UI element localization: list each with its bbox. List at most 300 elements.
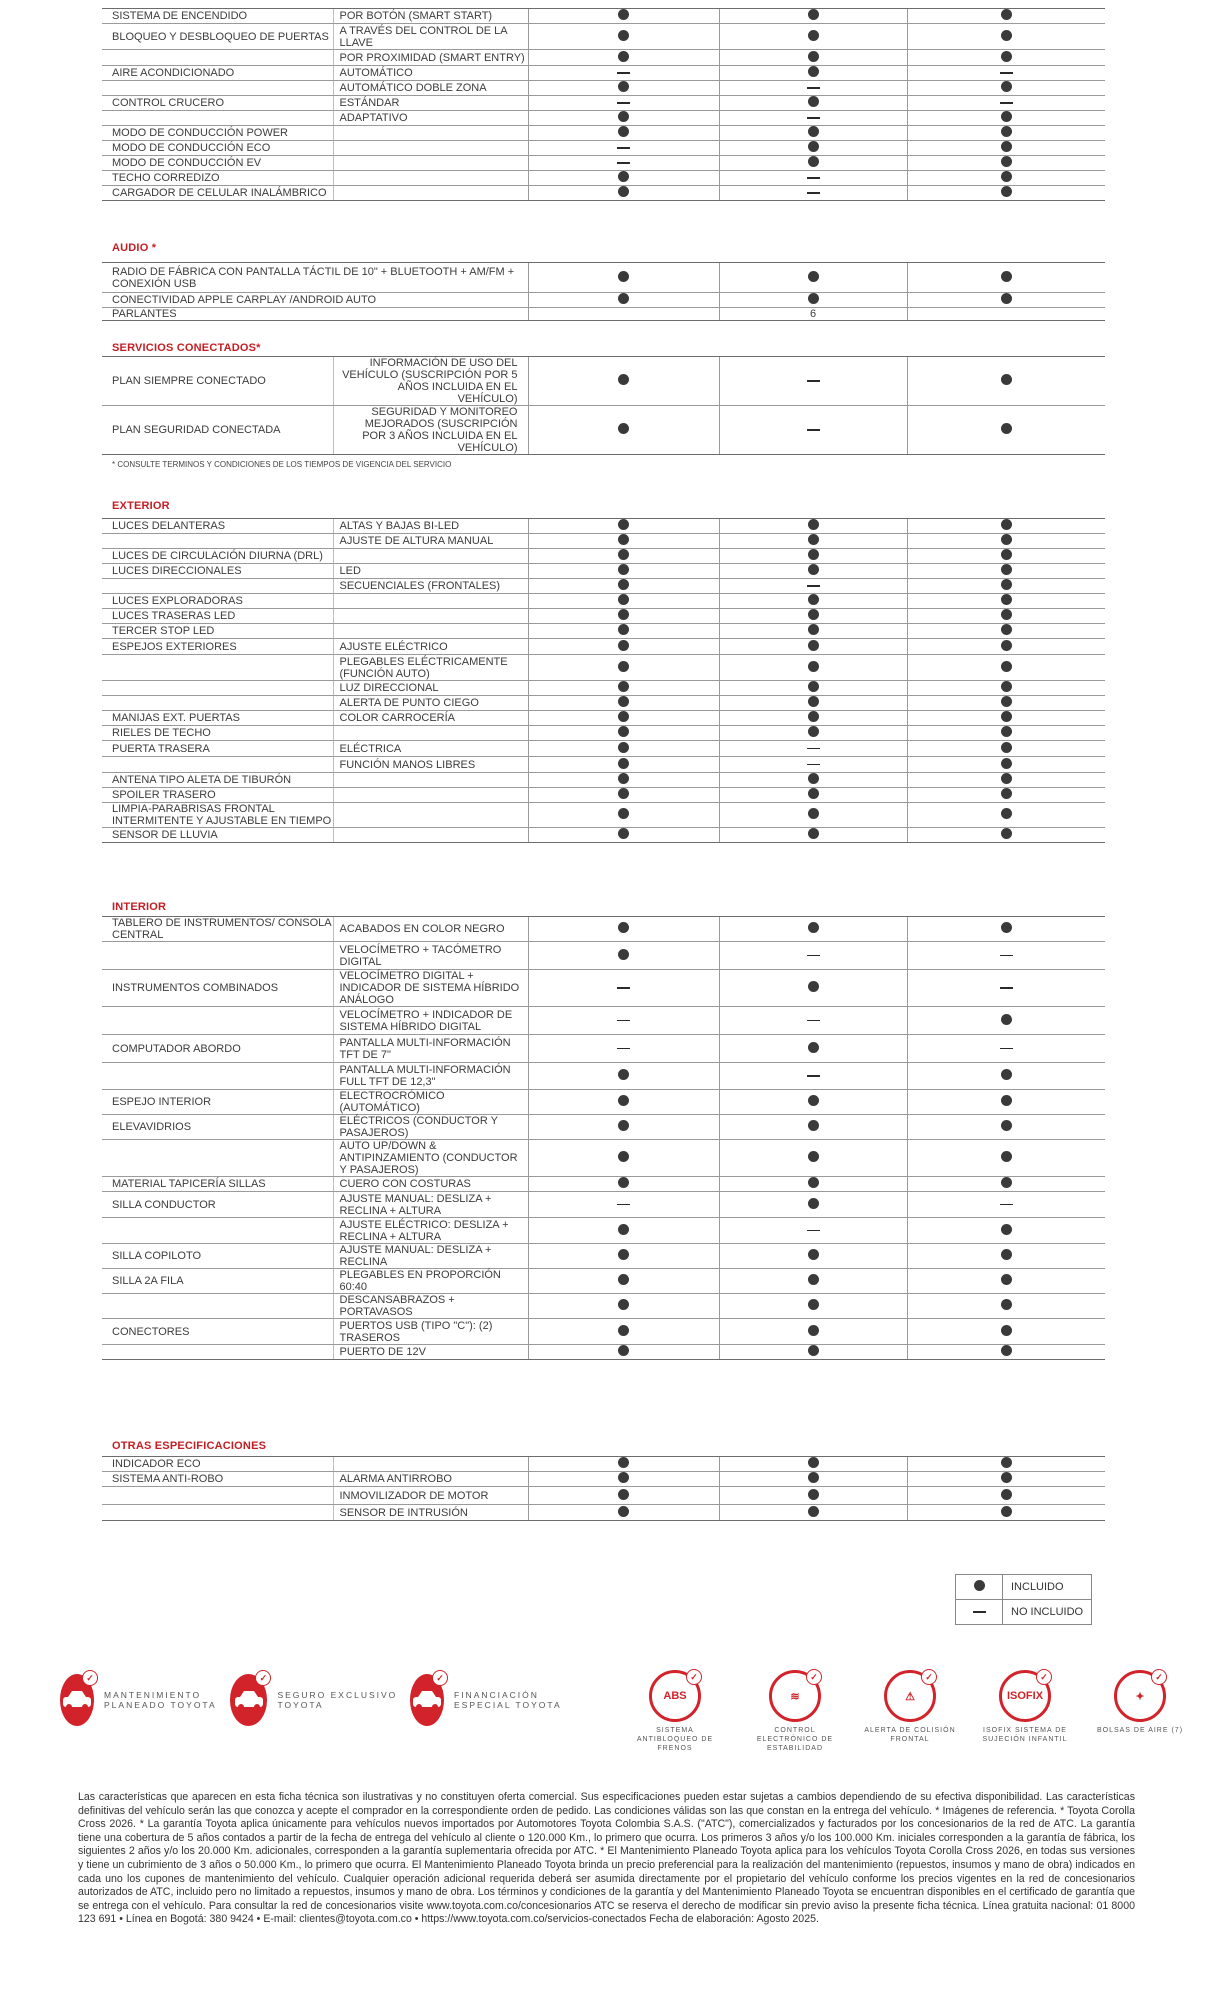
check-icon: ✓ <box>1036 1669 1052 1685</box>
included-dot-icon <box>1001 696 1012 707</box>
spec-row <box>102 406 1105 455</box>
spec-sublabel: PUERTOS USB (TIPO "C"): (2) TRASEROS <box>333 1319 528 1345</box>
spec-sublabel: AUTOMÁTICO DOBLE ZONA <box>333 81 528 96</box>
spec-row <box>102 828 1105 843</box>
spec-label: ELEVAVIDRIOS <box>102 1115 333 1140</box>
version-2-cell <box>719 1035 907 1063</box>
version-2-cell <box>719 50 907 66</box>
included-dot-icon <box>808 1299 819 1310</box>
financing-icon <box>410 1674 444 1726</box>
check-icon: ✓ <box>806 1669 822 1685</box>
spec-sublabel <box>333 156 528 171</box>
spec-row <box>102 1063 1105 1090</box>
spec-row <box>102 1035 1105 1063</box>
spec-sublabel: ADAPTATIVO <box>333 111 528 126</box>
included-dot-icon <box>808 726 819 737</box>
maintenance-icon-caption: MANTENIMIENTO PLANEADO TOYOTA <box>104 1690 217 1710</box>
included-dot-icon <box>1001 1506 1012 1517</box>
version-3-cell <box>907 81 1105 96</box>
version-3-cell <box>907 828 1105 843</box>
spec-sublabel: AJUSTE ELÉCTRICO: DESLIZA + RECLINA + ALTURA <box>333 1218 528 1244</box>
version-1-cell <box>528 9 719 24</box>
version-3-cell <box>907 1090 1105 1115</box>
version-3-cell <box>907 1457 1105 1472</box>
version-1-cell <box>528 594 719 609</box>
included-dot-icon <box>808 519 819 530</box>
collision-icon-caption: ALERTA DE COLISIÓN FRONTAL <box>864 1727 956 1743</box>
version-3-cell <box>907 970 1105 1007</box>
included-dot-icon <box>1001 1069 1012 1080</box>
spec-row <box>102 1244 1105 1269</box>
version-3-cell <box>907 788 1105 803</box>
version-1-cell <box>528 655 719 681</box>
included-dot-icon <box>618 374 629 385</box>
spec-row <box>102 788 1105 803</box>
spec-sublabel <box>333 828 528 843</box>
version-1-cell <box>528 1007 719 1035</box>
included-dot-icon <box>1001 30 1012 41</box>
connected-section-title: SERVICIOS CONECTADOS* <box>112 342 261 354</box>
included-dot-icon <box>618 1095 629 1106</box>
insurance-icon-badge <box>230 1674 400 1726</box>
version-2-cell <box>719 263 907 293</box>
spec-sublabel <box>333 549 528 564</box>
spec-sublabel: AJUSTE MANUAL: DESLIZA + RECLINA <box>333 1244 528 1269</box>
version-2-cell <box>719 609 907 624</box>
version-2-cell <box>719 406 907 455</box>
legend-included-label: INCLUIDO <box>1003 1575 1092 1600</box>
version-3-cell <box>907 1140 1105 1177</box>
included-dot-icon <box>808 1274 819 1285</box>
version-2-cell <box>719 1218 907 1244</box>
version-2-cell <box>719 579 907 594</box>
version-3-cell <box>907 308 1105 321</box>
isofix-icon-badge <box>975 1670 1075 1744</box>
version-2-cell <box>719 1505 907 1521</box>
included-dot-icon <box>808 534 819 545</box>
spec-sublabel <box>333 594 528 609</box>
included-dot-icon <box>618 564 629 575</box>
version-2-cell <box>719 186 907 201</box>
version-1-cell <box>528 741 719 757</box>
legal-disclaimer: Las características que aparecen en esta ficha técnica son ilustrativas y no constituyen oferta comercial. Sus especificaciones pueden estar sujetas a cambios dependiendo de su efectiva disponibilidad. Las características definitivas del vehículo serán las que conozca y acepte el comprador en la correspondiente orden de pedido. Las condiciones válidas son las que constan en la entrega del vehículo. * Imágenes de referencia. * Toyota Corolla Cross 2026. * La garantía Toyota aplica únicamente para vehículos nuevos importados por Automotores Toyota Colombia S.A.S. ("ATC"), comercializados y facturados por los concesionarios de la red de ATC. La garantía tiene una cobertura de 5 años contados a partir de la fecha de entrega del vehículo al cliente o 120.000 Km., lo primero que ocurra. Los primeros 3 años y/o los 100.000 Km. iniciales corresponden a la garantía de fábrica, los siguientes 2 años y/o los 20.000 Km. adicionales, corresponden a la garantía suplementaria ofrecida por ATC. * El Mantenimiento Planeado Toyota aplica para los vehículos Toyota Corolla Cross 2026, en todas sus versiones y tiene un cubrimiento de 3 años o 50.000 Km., lo primero que ocurra. El Mantenimiento Planeado Toyota brinda un precio preferencial para la realización del mantenimiento (repuestos, insumos y mano de obra) indicados en cada uno los cupones de mantenimiento del vehículo. Cualquier operación adicional requerida deberá ser asumida directamente por el propietario del vehículo conforme los precios vigentes en la red de concesionarios autorizados de ATC, incluido pero no limitado a repuestos, insumos y mano de obra. Los términos y condiciones de la garantía y del Mantenimiento Planeado Toyota se encuentran disponibles en el certificado de garantía que se entrega con el vehículo. Para consultar la red de concesionarios visite www.toyota.com.co/concesionarios ATC se reserva el derecho de modificar sin previo aviso la presente ficha técnica. Línea gratuita nacional: 01 8000 123 691 • Línea en Bogotá: 380 9424 • E-mail: clientes@toyota.com.co • https://www.toyota.com.co/servicios-conectados Fecha de elaboración: Agosto 2025. <box>78 1791 1135 1926</box>
version-3-cell <box>907 1177 1105 1192</box>
included-dot-icon <box>618 126 629 137</box>
not-included-dash-icon <box>956 1600 1003 1625</box>
version-3-cell <box>907 696 1105 711</box>
included-dot-icon <box>808 1151 819 1162</box>
included-dot-icon <box>618 271 629 282</box>
spec-row <box>102 1090 1105 1115</box>
spec-label: LUCES DELANTERAS <box>102 519 333 534</box>
version-1-cell <box>528 757 719 773</box>
version-2-cell <box>719 655 907 681</box>
version-1-cell <box>528 564 719 579</box>
included-dot-icon <box>1001 711 1012 722</box>
spec-row <box>102 81 1105 96</box>
included-dot-icon <box>808 594 819 605</box>
included-dot-icon <box>618 1274 629 1285</box>
version-1-cell <box>528 1090 719 1115</box>
version-1-cell <box>528 609 719 624</box>
not-included-dash-icon <box>807 764 820 766</box>
included-dot-icon <box>808 271 819 282</box>
version-3-cell <box>907 711 1105 726</box>
spec-row <box>102 9 1105 24</box>
version-2-cell <box>719 9 907 24</box>
spec-label: TECHO CORREDIZO <box>102 171 333 186</box>
included-dot-icon <box>1001 681 1012 692</box>
spec-sublabel: PLEGABLES EN PROPORCIÓN 60:40 <box>333 1269 528 1294</box>
version-1-cell <box>528 357 719 406</box>
version-1-cell <box>528 828 719 843</box>
insurance-icon-caption: SEGURO EXCLUSIVO TOYOTA <box>277 1690 398 1710</box>
included-dot-icon <box>1001 922 1012 933</box>
spec-label <box>102 50 333 66</box>
version-2-cell <box>719 639 907 655</box>
spec-label <box>102 1345 333 1360</box>
spec-row <box>102 519 1105 534</box>
version-2-cell <box>719 741 907 757</box>
version-3-cell <box>907 741 1105 757</box>
version-1-cell <box>528 1487 719 1505</box>
not-included-dash-icon <box>1000 102 1013 104</box>
included-dot-icon <box>618 1457 629 1468</box>
included-dot-icon <box>1001 594 1012 605</box>
version-1-cell <box>528 917 719 942</box>
spec-row <box>102 1177 1105 1192</box>
spec-sublabel: VELOCÍMETRO + TACÓMETRO DIGITAL <box>333 942 528 970</box>
included-dot-icon <box>618 640 629 651</box>
version-2-cell <box>719 726 907 741</box>
spec-sublabel <box>333 726 528 741</box>
abs-icon-glyph: ABS <box>663 1690 687 1702</box>
spec-label <box>102 757 333 773</box>
included-dot-icon <box>1001 726 1012 737</box>
spec-sublabel <box>333 788 528 803</box>
version-3-cell <box>907 579 1105 594</box>
airbag-icon-caption: BOLSAS DE AIRE (7) <box>1096 1727 1184 1734</box>
spec-sublabel: PANTALLA MULTI-INFORMACIÓN FULL TFT DE 12,3" <box>333 1063 528 1090</box>
included-dot-icon <box>808 696 819 707</box>
included-dot-icon <box>618 1506 629 1517</box>
included-dot-icon <box>1001 293 1012 304</box>
version-3-cell <box>907 186 1105 201</box>
included-dot-icon <box>1001 640 1012 651</box>
check-icon: ✓ <box>686 1669 702 1685</box>
spec-row <box>102 970 1105 1007</box>
included-dot-icon <box>808 549 819 560</box>
spec-label <box>102 942 333 970</box>
version-3-cell <box>907 1345 1105 1360</box>
audio-spec-table <box>102 262 1105 321</box>
spec-label: RIELES DE TECHO <box>102 726 333 741</box>
version-2-cell <box>719 141 907 156</box>
included-dot-icon <box>1001 1249 1012 1260</box>
included-dot-icon <box>808 1042 819 1053</box>
version-1-cell <box>528 50 719 66</box>
spec-label <box>102 111 333 126</box>
version-2-cell <box>719 1457 907 1472</box>
included-dot-icon <box>1001 828 1012 839</box>
included-dot-icon <box>618 808 629 819</box>
other-spec-table <box>102 1456 1105 1521</box>
spec-row <box>102 711 1105 726</box>
version-1-cell <box>528 126 719 141</box>
spec-sublabel: PUERTO DE 12V <box>333 1345 528 1360</box>
included-dot-icon <box>808 661 819 672</box>
spec-row <box>102 534 1105 549</box>
spec-sublabel: POR BOTÓN (SMART START) <box>333 9 528 24</box>
included-dot-icon <box>808 1489 819 1500</box>
included-dot-icon <box>618 711 629 722</box>
not-included-dash-icon <box>1000 955 1013 957</box>
included-dot-icon <box>618 1472 629 1483</box>
spec-sublabel: AUTO UP/DOWN & ANTIPINZAMIENTO (CONDUCTOR Y PASAJEROS) <box>333 1140 528 1177</box>
spec-label <box>102 1294 333 1319</box>
version-2-cell <box>719 1177 907 1192</box>
included-dot-icon <box>808 126 819 137</box>
included-dot-icon <box>808 1198 819 1209</box>
not-included-dash-icon <box>807 1075 820 1077</box>
spec-sublabel: FUNCIÓN MANOS LIBRES <box>333 757 528 773</box>
included-dot-icon <box>808 981 819 992</box>
included-dot-icon <box>618 1120 629 1131</box>
financing-icon-caption: FINANCIACIÓN ESPECIAL TOYOTA <box>454 1690 562 1710</box>
version-1-cell <box>528 1319 719 1345</box>
check-icon: ✓ <box>921 1669 937 1685</box>
spec-sublabel: ALARMA ANTIRROBO <box>333 1472 528 1487</box>
version-1-cell <box>528 1035 719 1063</box>
version-2-cell <box>719 773 907 788</box>
included-dot-icon <box>1001 423 1012 434</box>
version-3-cell <box>907 9 1105 24</box>
spec-sublabel: VELOCÍMETRO DIGITAL + INDICADOR DE SISTEMA HÍBRIDO ANÁLOGO <box>333 970 528 1007</box>
included-dot-icon <box>808 1120 819 1131</box>
spec-row <box>102 1319 1105 1345</box>
included-dot-icon <box>618 681 629 692</box>
included-dot-icon <box>618 534 629 545</box>
version-1-cell <box>528 970 719 1007</box>
version-2-cell <box>719 1294 907 1319</box>
version-1-cell <box>528 1472 719 1487</box>
spec-row <box>102 726 1105 741</box>
version-2-cell <box>719 803 907 828</box>
spec-label: LUCES EXPLORADORAS <box>102 594 333 609</box>
legend-included <box>956 1575 1092 1600</box>
version-3-cell <box>907 681 1105 696</box>
spec-label: ESPEJO INTERIOR <box>102 1090 333 1115</box>
version-3-cell <box>907 1218 1105 1244</box>
spec-sublabel: INMOVILIZADOR DE MOTOR <box>333 1487 528 1505</box>
version-2-cell <box>719 970 907 1007</box>
version-1-cell <box>528 24 719 50</box>
spec-sublabel: INFORMACIÓN DE USO DEL VEHÍCULO (SUSCRIPCIÓN POR 5 AÑOS INCLUIDA EN EL VEHÍCULO) <box>333 357 528 406</box>
spec-label: ANTENA TIPO ALETA DE TIBURÓN <box>102 773 333 788</box>
version-1-cell <box>528 639 719 655</box>
spec-label <box>102 1487 333 1505</box>
included-dot-icon <box>956 1575 1003 1600</box>
included-dot-icon <box>618 1249 629 1260</box>
version-1-cell <box>528 1177 719 1192</box>
exterior-spec-table <box>102 518 1105 843</box>
included-dot-icon <box>1001 788 1012 799</box>
not-included-dash-icon <box>807 177 820 179</box>
version-2-cell <box>719 1192 907 1218</box>
spec-label: MODO DE CONDUCCIÓN ECO <box>102 141 333 156</box>
version-1-cell <box>528 141 719 156</box>
not-included-dash-icon <box>807 87 820 89</box>
spec-row <box>102 757 1105 773</box>
included-dot-icon <box>1001 609 1012 620</box>
included-dot-icon <box>1001 81 1012 92</box>
included-dot-icon <box>618 1151 629 1162</box>
included-dot-icon <box>1001 186 1012 197</box>
included-dot-icon <box>808 711 819 722</box>
included-dot-icon <box>808 640 819 651</box>
spec-label <box>102 1505 333 1521</box>
version-1-cell <box>528 406 719 455</box>
included-dot-icon <box>618 1325 629 1336</box>
spec-sublabel: ALERTA DE PUNTO CIEGO <box>333 696 528 711</box>
not-included-dash-icon <box>807 585 820 587</box>
included-dot-icon <box>1001 1120 1012 1131</box>
version-3-cell <box>907 917 1105 942</box>
version-2-cell <box>719 1063 907 1090</box>
spec-row <box>102 655 1105 681</box>
spec-label <box>102 655 333 681</box>
spec-label: PARLANTES <box>102 308 528 321</box>
included-dot-icon <box>618 1177 629 1188</box>
version-3-cell <box>907 357 1105 406</box>
collision-icon <box>884 1670 936 1722</box>
included-dot-icon <box>618 9 629 20</box>
version-3-cell <box>907 549 1105 564</box>
included-dot-icon <box>618 828 629 839</box>
version-3-cell <box>907 1319 1105 1345</box>
spec-sublabel: POR PROXIMIDAD (SMART ENTRY) <box>333 50 528 66</box>
included-dot-icon <box>618 696 629 707</box>
spec-label: INSTRUMENTOS COMBINADOS <box>102 970 333 1007</box>
version-1-cell <box>528 1457 719 1472</box>
included-dot-icon <box>808 9 819 20</box>
spec-sublabel: AUTOMÁTICO <box>333 66 528 81</box>
not-included-dash-icon <box>807 955 820 957</box>
spec-row <box>102 357 1105 406</box>
version-2-cell <box>719 1487 907 1505</box>
version-3-cell <box>907 171 1105 186</box>
spec-label: RADIO DE FÁBRICA CON PANTALLA TÁCTIL DE 10" + BLUETOOTH + AM/FM + CONEXIÓN USB <box>102 263 528 293</box>
included-dot-icon <box>618 1299 629 1310</box>
version-1-cell <box>528 111 719 126</box>
included-dot-icon <box>808 828 819 839</box>
check-icon: ✓ <box>82 1670 98 1686</box>
version-1-cell <box>528 624 719 639</box>
included-dot-icon <box>808 681 819 692</box>
spec-row <box>102 96 1105 111</box>
spec-label: BLOQUEO Y DESBLOQUEO DE PUERTAS <box>102 24 333 50</box>
version-3-cell <box>907 96 1105 111</box>
version-3-cell <box>907 1269 1105 1294</box>
included-dot-icon <box>1001 1274 1012 1285</box>
spec-sublabel: ALTAS Y BAJAS BI-LED <box>333 519 528 534</box>
version-3-cell <box>907 1007 1105 1035</box>
spec-label <box>102 81 333 96</box>
not-included-dash-icon <box>807 429 820 431</box>
spec-sublabel: ELÉCTRICOS (CONDUCTOR Y PASAJEROS) <box>333 1115 528 1140</box>
check-icon: ✓ <box>432 1670 448 1686</box>
spec-row <box>102 1457 1105 1472</box>
included-dot-icon <box>1001 1014 1012 1025</box>
version-3-cell <box>907 126 1105 141</box>
version-2-cell <box>719 1115 907 1140</box>
included-dot-icon <box>618 788 629 799</box>
spec-row <box>102 171 1105 186</box>
spec-sublabel <box>333 624 528 639</box>
included-dot-icon <box>808 30 819 41</box>
version-2-cell <box>719 564 907 579</box>
included-dot-icon <box>808 293 819 304</box>
included-dot-icon <box>618 1224 629 1235</box>
version-2-cell <box>719 1319 907 1345</box>
version-1-cell <box>528 549 719 564</box>
exterior-section-title: EXTERIOR <box>112 500 170 512</box>
version-3-cell <box>907 406 1105 455</box>
version-3-cell <box>907 609 1105 624</box>
included-dot-icon <box>808 922 819 933</box>
spec-label: CARGADOR DE CELULAR INALÁMBRICO <box>102 186 333 201</box>
spec-row <box>102 1115 1105 1140</box>
version-3-cell <box>907 1063 1105 1090</box>
spec-sublabel: ELECTROCRÓMICO (AUTOMÁTICO) <box>333 1090 528 1115</box>
spec-row <box>102 681 1105 696</box>
spec-row <box>102 594 1105 609</box>
spec-label: SISTEMA ANTI-ROBO <box>102 1472 333 1487</box>
included-dot-icon <box>1001 271 1012 282</box>
included-dot-icon <box>808 1177 819 1188</box>
spec-sublabel: AJUSTE ELÉCTRICO <box>333 639 528 655</box>
version-1-cell <box>528 788 719 803</box>
version-1-cell <box>528 681 719 696</box>
version-1-cell <box>528 1192 719 1218</box>
included-dot-icon <box>618 758 629 769</box>
included-dot-icon <box>618 549 629 560</box>
spec-sublabel: SEGURIDAD Y MONITOREO MEJORADOS (SUSCRIPCIÓN POR 3 AÑOS INCLUIDA EN EL VEHÍCULO) <box>333 406 528 455</box>
included-dot-icon <box>618 51 629 62</box>
version-3-cell <box>907 50 1105 66</box>
included-dot-icon <box>618 624 629 635</box>
not-included-dash-icon <box>1000 72 1013 74</box>
version-2-cell <box>719 1472 907 1487</box>
included-dot-icon <box>1001 773 1012 784</box>
spec-row <box>102 639 1105 655</box>
connected-spec-table <box>102 356 1105 455</box>
version-3-cell <box>907 564 1105 579</box>
spec-sublabel: AJUSTE MANUAL: DESLIZA + RECLINA + ALTURA <box>333 1192 528 1218</box>
spec-row <box>102 624 1105 639</box>
version-2-cell <box>719 111 907 126</box>
spec-label: ESPEJOS EXTERIORES <box>102 639 333 655</box>
isofix-icon-caption: ISOFIX SISTEMA DE SUJECIÓN INFANTIL <box>982 1727 1068 1743</box>
included-dot-icon <box>808 1472 819 1483</box>
spec-sublabel <box>333 141 528 156</box>
spec-label <box>102 696 333 711</box>
version-1-cell <box>528 534 719 549</box>
spec-sublabel: COLOR CARROCERÍA <box>333 711 528 726</box>
spec-row <box>102 293 1105 308</box>
version-1-cell <box>528 803 719 828</box>
not-included-dash-icon <box>617 162 630 164</box>
